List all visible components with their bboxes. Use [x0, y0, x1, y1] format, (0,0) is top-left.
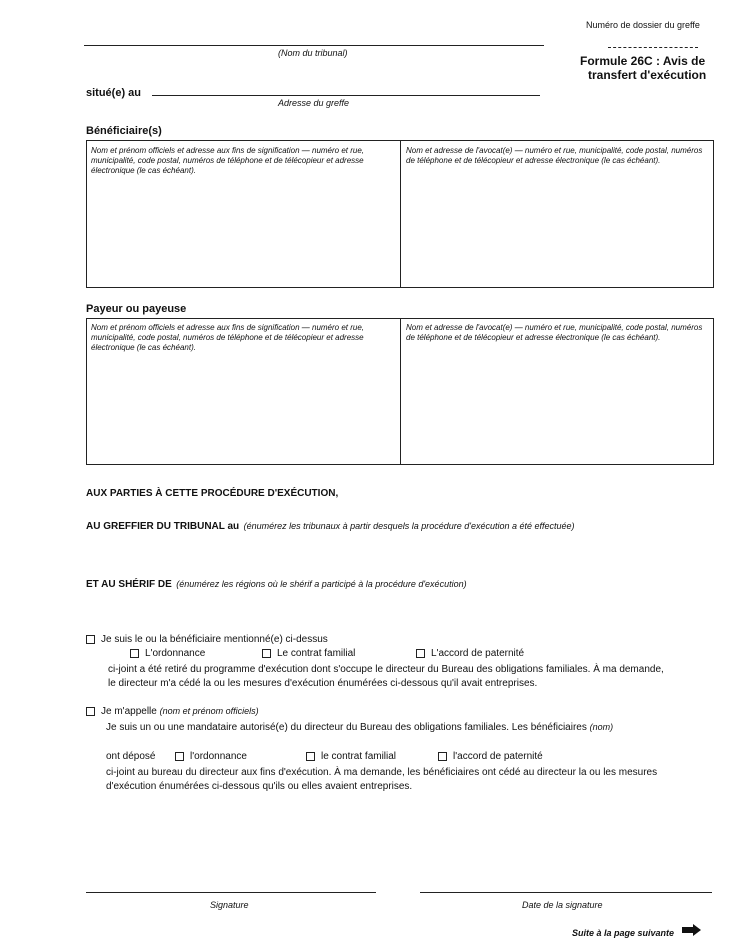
option2-deposited: ont déposé [106, 751, 156, 762]
option2-paternity-label: l'accord de paternité [453, 751, 543, 762]
payor-party-cell[interactable]: Nom et prénom officiels et adresse aux fins de signification — numéro et rue, municipalité, code postal, numéros de téléphone et de télécopieur et adresse électronique (le cas échéant). [91, 323, 365, 352]
option2-paternity-checkbox[interactable] [438, 752, 447, 761]
to-clerk: AU GREFFIER DU TRIBUNAL au [86, 521, 240, 532]
form-title-line2: transfert d'exécution [588, 68, 707, 82]
option1-lead: Je suis le ou la bénéficiaire mentionné(e) ci-dessus [101, 634, 328, 645]
located-at-label: situé(e) au [86, 87, 142, 99]
option2-line1-note: (nom) [589, 722, 614, 732]
payor-lawyer-cell[interactable]: Nom et adresse de l'avocat(e) — numéro et rue, municipalité, code postal, numéros de téléphone et de télécopieur et adresse électronique (le cas échéant). [406, 323, 703, 342]
option2-choice-contract [306, 751, 396, 762]
payor-divider [400, 318, 401, 464]
to-sheriff-note: (énumérez les régions où le shérif a participé à la procédure d'exécution) [176, 579, 467, 589]
option2-checkbox[interactable] [86, 707, 95, 716]
option2-deposit-row [106, 751, 156, 762]
option2-order-checkbox[interactable] [175, 752, 184, 761]
option1-line1: ci-joint a été retiré du programme d'exécution dont s'occupe le directeur du Bureau des obligations familiales. À ma demande, [108, 664, 664, 675]
option2-lead-note: (nom et prénom officiels) [159, 706, 259, 716]
to-sheriff-row [86, 574, 467, 592]
option2-choice-paternity [438, 751, 543, 762]
to-clerk-note: (énumérez les tribunaux à partir desquels la procédure d'exécution a été effectuée) [243, 521, 575, 531]
file-number-label: Numéro de dossier du greffe [586, 20, 700, 30]
recipients-heading: Bénéficiaire(s) [86, 125, 162, 137]
option2-contract-label: le contrat familial [321, 751, 397, 762]
file-number-field[interactable] [608, 47, 698, 48]
option1-contract-label: Le contrat familial [277, 648, 356, 659]
option1-line2: le directeur m'a cédé la ou les mesures d'exécution énumérées ci-dessous qu'il avait entreprises. [108, 678, 538, 689]
option1-row [86, 634, 328, 645]
recipients-lawyer-cell[interactable]: Nom et adresse de l'avocat(e) — numéro et rue, municipalité, code postal, numéros de téléphone et de télécopieur et adresse électronique (le cas échéant). [406, 146, 703, 165]
signature-caption: Signature [210, 900, 249, 910]
option2-choice-order [175, 751, 247, 762]
court-name-field[interactable] [84, 45, 544, 46]
option2-lead: Je m'appelle [101, 706, 157, 717]
option1-paternity-label: L'accord de paternité [431, 648, 525, 659]
form-title-line1: Formule 26C : Avis de [580, 54, 706, 68]
option2-line1: Je suis un ou une mandataire autorisé(e) du directeur du Bureau des obligations familiales. Les bénéficiaires [106, 722, 587, 733]
to-parties: AUX PARTIES À CETTE PROCÉDURE D'EXÉCUTION, [86, 488, 339, 499]
option2-contract-checkbox[interactable] [306, 752, 315, 761]
option1-choice-paternity [416, 648, 524, 659]
payor-heading: Payeur ou payeuse [86, 303, 187, 315]
court-address-caption: Adresse du greffe [278, 98, 350, 108]
option2-order-label: l'ordonnance [190, 751, 247, 762]
option1-order-checkbox[interactable] [130, 649, 139, 658]
arrow-right-icon [682, 923, 702, 941]
option1-order-label: L'ordonnance [145, 648, 206, 659]
to-clerk-row [86, 516, 575, 534]
option2-row [86, 706, 259, 717]
continued-label: Suite à la page suivante [572, 928, 675, 939]
option1-choice-contract [262, 648, 355, 659]
recipients-divider [400, 140, 401, 287]
option1-contract-checkbox[interactable] [262, 649, 271, 658]
option2-line2: ci-joint au bureau du directeur aux fins d'exécution. À ma demande, les bénéficiaires ont cédé au directeur la ou les mesures [106, 767, 658, 778]
option1-paternity-checkbox[interactable] [416, 649, 425, 658]
continued-row [572, 923, 702, 941]
court-name-caption: (Nom du tribunal) [278, 48, 348, 58]
to-sheriff: ET AU SHÉRIF DE [86, 579, 172, 590]
signature-field[interactable] [86, 892, 376, 893]
option1-choice-order [130, 648, 205, 659]
option2-line1-row [106, 720, 613, 735]
option2-line3: d'exécution énumérées ci-dessous qu'ils ou elles avaient entreprises. [106, 781, 413, 792]
signature-date-field[interactable] [420, 892, 712, 893]
signature-date-caption: Date de la signature [522, 900, 603, 910]
recipients-party-cell[interactable]: Nom et prénom officiels et adresse aux fins de signification — numéro et rue, municipalité, code postal, numéros de téléphone et de télécopieur et adresse électronique (le cas échéant). [91, 146, 365, 175]
option1-checkbox[interactable] [86, 635, 95, 644]
court-address-field[interactable] [152, 95, 540, 96]
